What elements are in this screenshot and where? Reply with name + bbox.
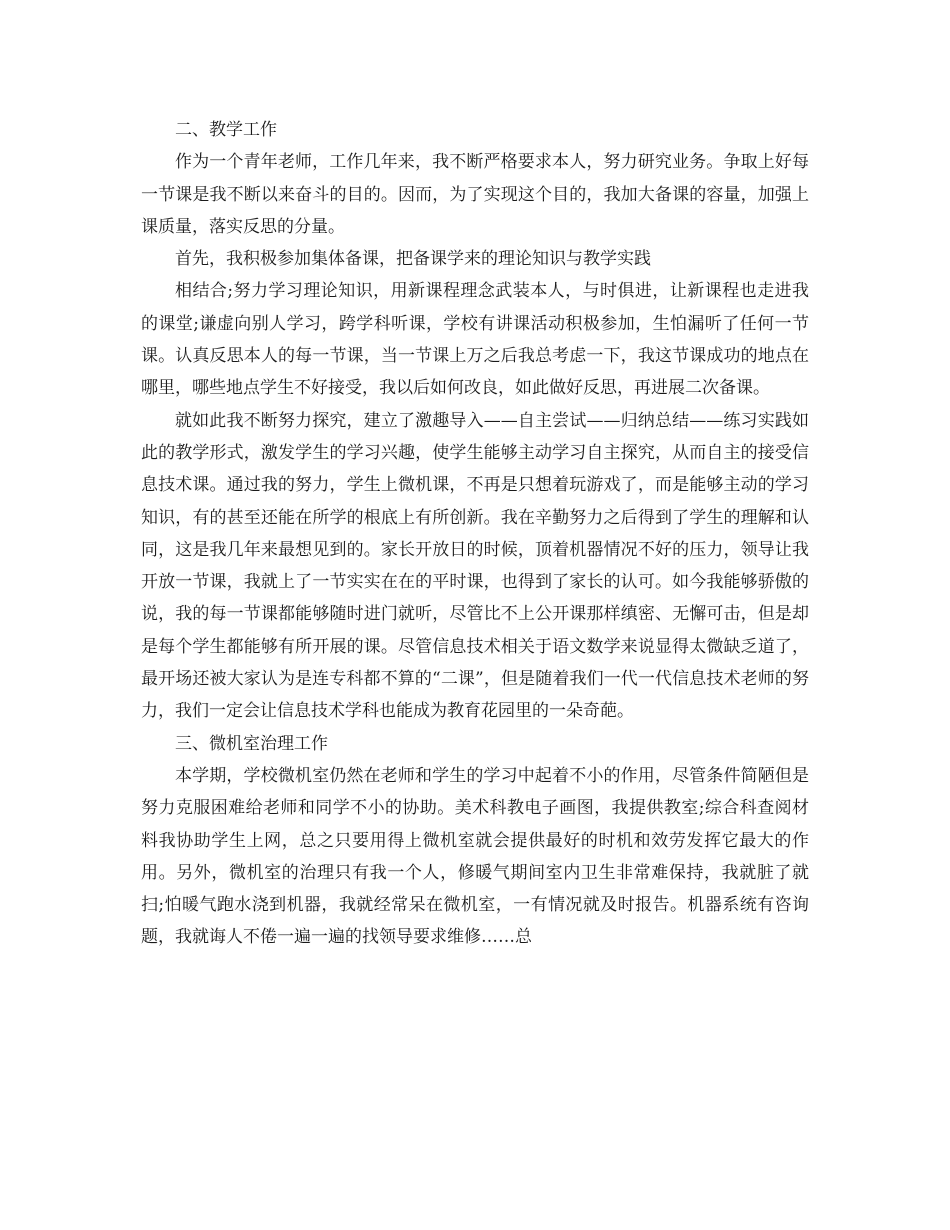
paragraph: 作为一个青年老师，工作几年来，我不断严格要求本人，努力研究业务。争取上好每一节课是我不断以来奋斗的目的。因而，为了实现这个目的，我加大备课的容量，加强上课质量，落实反思的分量。 <box>141 152 809 237</box>
document-body <box>141 114 809 954</box>
paragraph: 首先，我积极参加集体备课，把备课学来的理论知识与教学实践 <box>175 249 651 270</box>
section-heading-teaching: 二、教学工作 <box>175 120 277 140</box>
section-heading-lab-management: 三、微机室治理工作 <box>175 733 328 754</box>
paragraph: 相结合;努力学习理论知识，用新课程理念武装本人，与时俱进，让新课程也走进我的课堂;谦虚向别人学习，跨学科听课，学校有讲课活动积极参加，生怕漏听了任何一节课。认真反思本人的每一节课，当一节课上万之后我总考虑一下，我这节课成功的地点在哪里，哪些地点学生不好接受，我以后如何改良，如此做好反思，再进展二次备课。 <box>141 281 809 399</box>
paragraph: 就如此我不断努力探究，建立了激趣导入——自主尝试——归纳总结——练习实践如此的教学形式，激发学生的学习兴趣，使学生能够主动学习自主探究，从而自主的接受信息技术课。通过我的努力，学生上微机课，不再是只想着玩游戏了，而是能够主动的学习知识，有的甚至还能在所学的根底上有所创新。我在辛勤努力之后得到了学生的理解和认同，这是我几年来最想见到的。家长开放日的时候，顶着机器情况不好的压力，领导让我开放一节课，我就上了一节实实在在的平时课，也得到了家长的认可。如今我能够骄傲的说，我的每一节课都能够随时进门就听，尽管比不上公开课那样缜密、无懈可击，但是却是每个学生都能够有所开展的课。尽管信息技术相关于语文数学来说显得太微缺乏道了，最开场还被大家认为是连专科都不算的“二课”，但是随着我们一代一代信息技术老师的努力，我们一定会让信息技术学科也能成为教育花园里的一朵奇葩。 <box>141 410 809 722</box>
paragraph: 本学期，学校微机室仍然在老师和学生的学习中起着不小的作用，尽管条件简陋但是努力克服困难给老师和同学不小的协助。美术科教电子画图，我提供教室;综合科查阅材料我协助学生上网，总之只要用得上微机室就会提供最好的时机和效劳发挥它最大的作用。另外，微机室的治理只有我一个人，修暖气期间室内卫生非常难保持，我就脏了就扫;怕暖气跑水浇到机器，我就经常呆在微机室，一有情况就及时报告。机器系统有咨询题，我就诲人不倦一遍一遍的找领导要求维修……总 <box>141 765 809 948</box>
